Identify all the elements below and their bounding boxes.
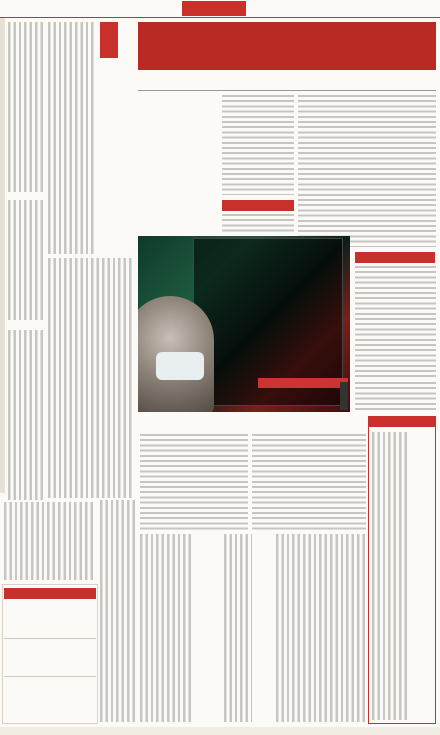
face-mask — [156, 352, 204, 380]
left-lower-text — [100, 500, 136, 722]
divider — [138, 90, 436, 91]
photo-credit — [340, 382, 348, 410]
main-body-col3 — [298, 95, 436, 247]
growth-banner — [222, 200, 294, 211]
housing-body-3 — [140, 534, 192, 722]
page-header — [0, 0, 440, 18]
main-body-col4b — [355, 382, 436, 412]
main-headline — [138, 22, 436, 70]
masthead-logo — [182, 1, 246, 16]
urban-renewal-body — [372, 432, 410, 720]
left-text-column-2 — [8, 200, 44, 320]
brief-body-3 — [4, 690, 96, 720]
sub-vertical-headline — [256, 534, 272, 634]
main-body-col2 — [222, 95, 294, 195]
housing-body-4 — [224, 534, 252, 722]
board-label — [258, 378, 348, 388]
brief-body-2 — [4, 652, 96, 674]
page-footer — [0, 727, 440, 735]
left-mid-text — [4, 502, 96, 580]
housing-body-5 — [276, 534, 366, 722]
editorial-body-2 — [48, 258, 132, 498]
main-body-col4 — [355, 266, 436, 378]
left-margin-bar — [0, 18, 5, 493]
main-body-col2b — [222, 214, 294, 234]
divider — [4, 676, 96, 677]
housing-body-2 — [252, 434, 366, 530]
left-text-column-3 — [8, 330, 44, 500]
housing-vertical-headline — [196, 534, 220, 724]
brief-body-1 — [4, 614, 96, 636]
exchange-banner — [355, 252, 435, 263]
divider — [4, 638, 96, 639]
news-brief-tab — [4, 588, 96, 599]
housing-body-1 — [140, 434, 248, 530]
urban-renewal-tab — [368, 416, 436, 427]
urban-renewal-headline — [412, 432, 434, 632]
main-lead-paragraph — [138, 95, 218, 215]
editorial-tag — [100, 22, 118, 58]
left-text-column — [8, 22, 44, 192]
editorial-title — [100, 62, 122, 252]
exchange-rate-board-photo — [138, 236, 350, 412]
editorial-body — [48, 22, 96, 254]
